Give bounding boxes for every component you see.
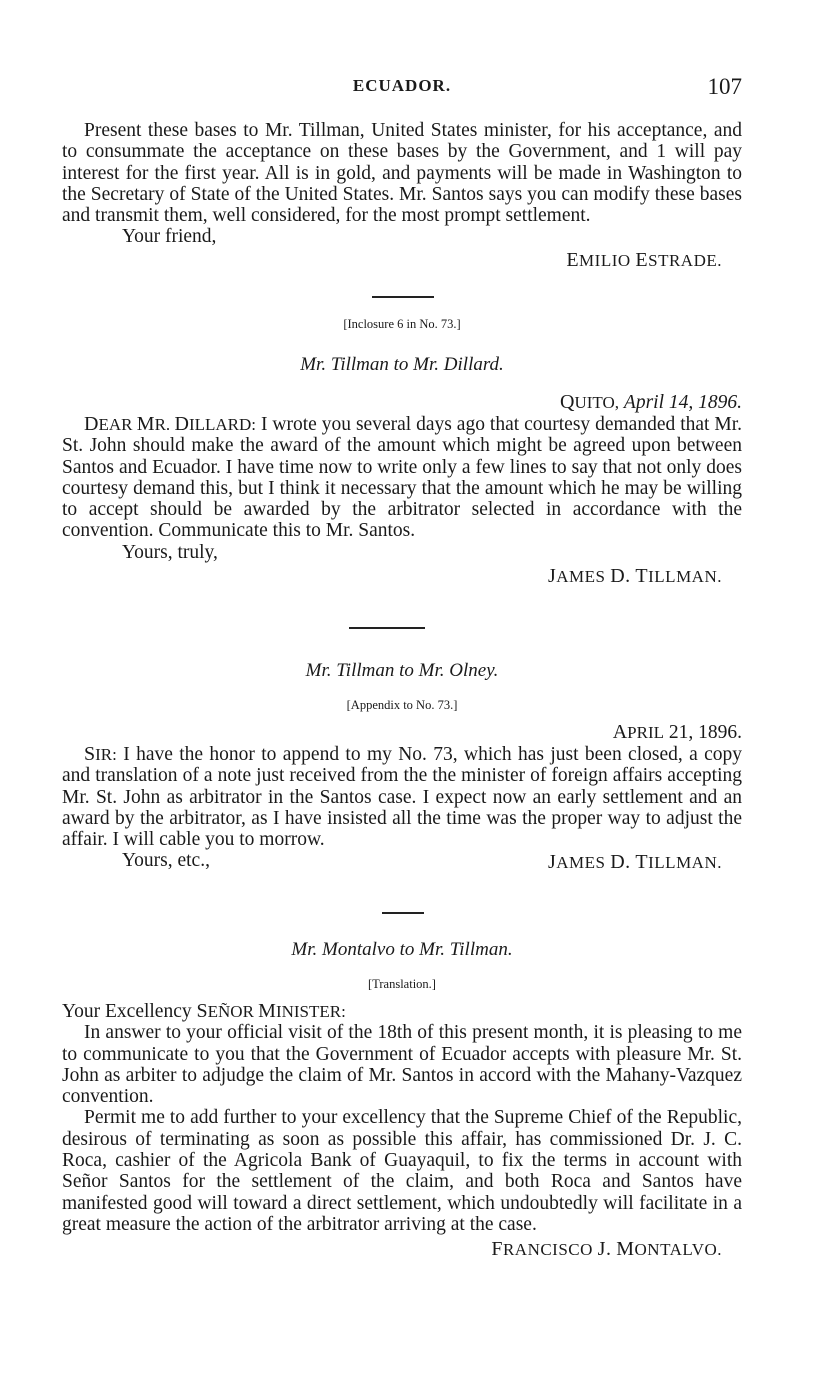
section-divider (382, 912, 424, 914)
letter-estrade (62, 120, 742, 272)
inclosure-note: [Inclosure 6 in No. 73.] (343, 317, 461, 331)
dateline-quito: QUITO, April 14, 1896. (560, 391, 742, 413)
montalvo-salutation: Your Excellency SEÑOR MINISTER: (62, 1000, 346, 1022)
heading-tillman-dillard: Mr. Tillman to Mr. Dillard. (300, 354, 504, 375)
heading-tillman-olney: Mr. Tillman to Mr. Olney. (305, 660, 499, 681)
estrade-paragraph: Present these bases to Mr. Tillman, United States minister, for his acceptance, and to consummate the acceptance on these bases by the Government, and 1 will pay interest for the first year. All is in gold, and payments will be made in Washington to the Secretary of State of the United States. Mr. Santos says you can modify these bases and transmit them, well considered, for the most prompt settlement. (62, 120, 742, 227)
appendix-note: [Appendix to No. 73.] (346, 698, 458, 712)
olney-signature: JAMES D. TILLMAN. (547, 851, 722, 874)
montalvo-paragraph-2: Permit me to add further to your excellency that the Supreme Chief of the Republic, desirous of terminating as soon as possible this affair, has commissioned Dr. J. C. Roca, cashier of the Agricola Bank of Guayaquil, to fix the terms in account with Señor Santos for the settlement of the claim, and both Roca and Santos have manifested good will toward a direct settlement, which undoubtedly will facilitate in a great measure the action of the arbitrator arriving at the case. (62, 1107, 742, 1235)
dillard-closing: Yours, truly, (122, 541, 218, 563)
olney-paragraph: SIR: I have the honor to append to my No. 73, which has just been closed, a copy and translation of a note just received from the the minister of foreign affairs accepting Mr. St. John as arbitrator in the Santos case. I expect now an early settlement and an award by the arbitrator, as I have insisted all the time was the proper way to adjust the affair. I will cable you to morrow. (62, 743, 743, 851)
olney-closing-row (62, 850, 742, 872)
olney-closing: Yours, etc., (122, 850, 210, 872)
dillard-paragraph: DEAR MR. DILLARD: I wrote you several days ago that courtesy demanded that Mr. St. John should make the award of the amount which might be agreed upon between Santos and Ecuador. I have time now to write only a few lines to say that not only does courtesy demand this, but I think it necessary that the amount which he may be willing to accept should be awarded by the arbitrator selected in accordance with the convention. Communicate this to Mr. Santos. (62, 413, 743, 542)
dateline-april-21: APRIL 21, 1896. (612, 721, 742, 743)
letter-tillman-olney (62, 744, 742, 872)
letter-montalvo (62, 1001, 742, 1261)
letter-tillman-dillard (62, 414, 742, 588)
heading-montalvo-tillman: Mr. Montalvo to Mr. Tillman. (291, 939, 513, 960)
page-header (62, 74, 742, 104)
running-title: ECUADOR. (352, 76, 452, 95)
olney-salutation: SIR: (84, 743, 117, 765)
dillard-salutation: DEAR MR. DILLARD: (84, 413, 256, 435)
section-divider (349, 627, 425, 629)
section-divider (372, 296, 434, 298)
page-number: 107 (707, 74, 742, 99)
translation-note: [Translation.] (368, 977, 436, 991)
dillard-signature: JAMES D. TILLMAN. (547, 565, 722, 588)
estrade-signature: EMILIO ESTRADE. (566, 248, 722, 271)
montalvo-signature: FRANCISCO J. MONTALVO. (491, 1238, 722, 1261)
montalvo-paragraph-1: In answer to your official visit of the 18th of this present month, it is pleasing to me to communicate to you that the Government of Ecuador accepts with pleasure Mr. St. John as arbiter to adjudge the claim of Mr. Santos in accord with the Mahany-Vazquez convention. (62, 1022, 742, 1108)
estrade-closing: Your friend, (122, 226, 217, 248)
